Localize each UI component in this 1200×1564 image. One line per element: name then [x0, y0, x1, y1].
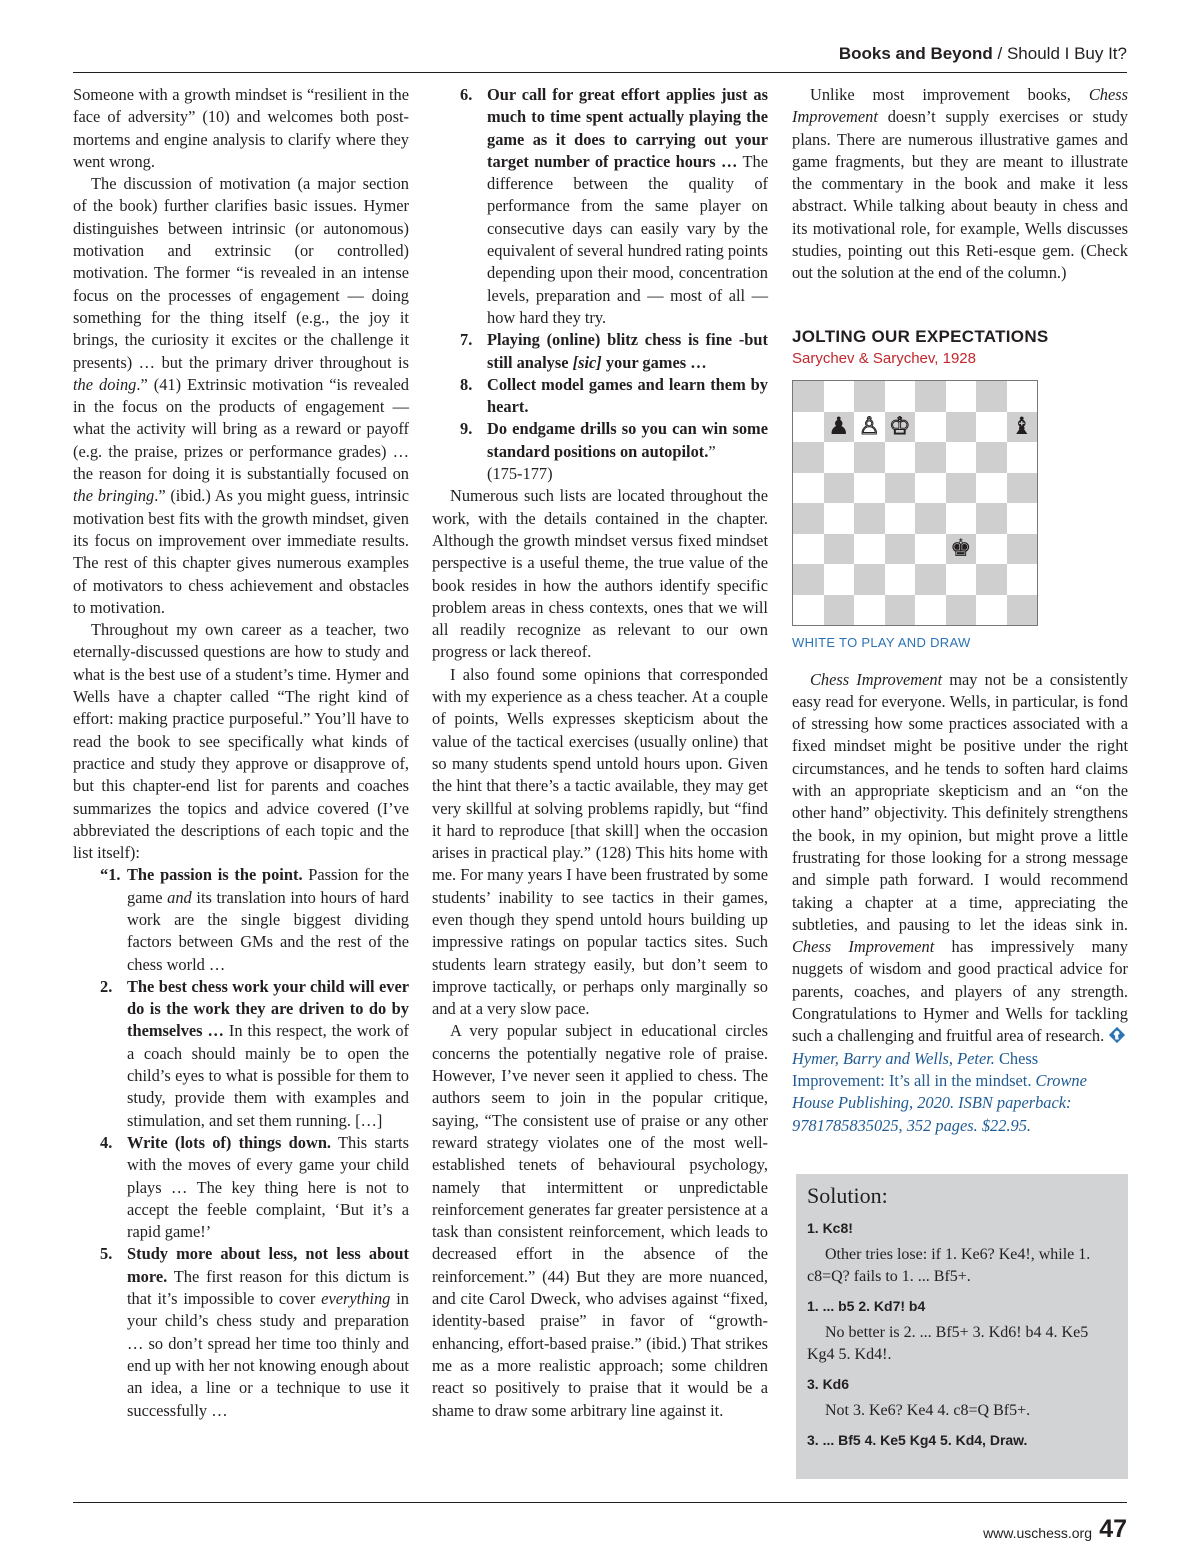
- running-head: [839, 44, 1127, 64]
- board-square-e1: [915, 595, 946, 626]
- board-square-b8: [824, 381, 855, 412]
- page-number: 47: [1099, 1515, 1127, 1543]
- solution-move: 3. ... Bf5 4. Ke5 Kg4 5. Kd4, Draw.: [807, 1432, 1028, 1448]
- top-rule: [73, 72, 1127, 73]
- board-square-g3: [976, 534, 1007, 565]
- running-head-separator: /: [992, 44, 1007, 63]
- board-square-d8: [885, 381, 916, 412]
- board-square-e8: [915, 381, 946, 412]
- chess-board: [792, 380, 1038, 626]
- list-item: 9. Do endgame drills so you can win some standard positions on autopilot.” (175-177): [460, 419, 768, 484]
- board-square-e3: [915, 534, 946, 565]
- board-square-b7: [824, 412, 855, 443]
- board-square-a2: [793, 564, 824, 595]
- bibliography: Hymer, Barry and Wells, Peter. Chess Improvement: It’s all in the mindset. Crowne House Publishing, 2020. ISBN paperback: 9781785835025, 352 pages. $22.95.: [792, 1048, 1087, 1135]
- board-square-h7: [1007, 412, 1038, 443]
- list-item: “1. The passion is the point. Passion for the game and its translation into hours of hard work are the single biggest dividing factors between GMs and the rest of the chess world …: [100, 865, 410, 974]
- board-square-h3: [1007, 534, 1038, 565]
- board-square-h5: [1007, 473, 1038, 504]
- board-square-b5: [824, 473, 855, 504]
- solution-note: Other tries lose: if 1. Ke6? Ke4!, while 1. c8=Q? fails to 1. ... Bf5+.: [807, 1246, 1091, 1285]
- board-square-b3: [824, 534, 855, 565]
- board-square-e7: [915, 412, 946, 443]
- board-square-e6: [915, 442, 946, 473]
- section-name: Books and Beyond: [838, 44, 993, 63]
- board-square-c3: [854, 534, 885, 565]
- board-square-h4: [1007, 503, 1038, 534]
- board-square-e4: [915, 503, 946, 534]
- list-item: 8. Collect model games and learn them by heart.: [460, 374, 768, 417]
- board-square-c4: [854, 503, 885, 534]
- white-pawn-icon: ♙: [858, 414, 880, 441]
- board-square-d3: [885, 534, 916, 565]
- black-bishop-icon: ♝: [1010, 414, 1033, 441]
- board-square-h6: [1007, 442, 1038, 473]
- board-square-d2: [885, 564, 916, 595]
- advice-list-continued: [432, 84, 768, 485]
- board-square-c2: [854, 564, 885, 595]
- board-square-d5: [885, 473, 916, 504]
- board-square-c6: [854, 442, 885, 473]
- board-square-a7: [793, 412, 824, 443]
- board-square-f4: [946, 503, 977, 534]
- board-square-a1: [793, 595, 824, 626]
- solution-note: Not 3. Ke6? Ke4 4. c8=Q Bf5+.: [825, 1402, 1031, 1419]
- board-square-a3: [793, 534, 824, 565]
- column-1: [73, 84, 409, 1422]
- list-item: 2. The best chess work your child will ever do is the work they are driven to do by themselves … In this respect, the work of a coach should mainly be to open the child’s eyes to what is possible for them to study, provide them with examples and stimulation, and set them running. […]: [100, 976, 410, 1130]
- solution-title: Solution:: [807, 1183, 888, 1208]
- paragraph: I also found some opinions that corresponded with my experience as a chess teacher. At a couple of points, Wells expresses skepticism about the value of the tactical exercises (usually online) that so many students spend untold hours upon. Given the hint that there’s a tactic available, they may get very skillful at solving problems rapidly, but “find it hard to reproduce [that skill] when the occasion arises in practical play.” (128) This hits home with me. For many years I have been frustrated by some students’ inability to see tactics in their games, even though they spend untold hours building up impressive ratings on popular tactics sites. Such students learn strategy easily, but don’t seem to improve tactically, or perhaps only marginally so and at a very slow pace.: [432, 664, 768, 1019]
- solution-box: [796, 1174, 1128, 1479]
- board-square-e5: [915, 473, 946, 504]
- paragraph: A very popular subject in educational circles concerns the potentially negative role of praise. However, I’ve never seen it applied to chess. The authors seem to join in the popular critique, saying, “The consistent use of praise or any other reward strategy violates one of the most well-established tenets of behavioural psychology, namely that intermittent or unpredictable reinforcement generates far greater persistence at a task than consistent reinforcement, which leads to decreased effort in the absence of the reinforcement.” (44) But they are more nuanced, and cite Carol Dweck, who advises against “fixed, identity-based praise” in favor of “growth-enhancing, effort-based praise.” (ibid.) That strikes me as a more realistic approach; some children react so positively to praise that it would be a shame to draw some arbitrary line against it.: [432, 1021, 768, 1420]
- board-square-h1: [1007, 595, 1038, 626]
- paragraph: Chess Improvement may not be a consistently easy read for everyone. Wells, in particular, is fond of stressing how some practices associated with a fixed mindset might be positive under the right circumstances, and he tends to soften hard claims with an appropriate skepticism and an “on the other hand” objectivity. This definitely strengthens the book, in my opinion, but might prove a little frustrating for those looking for a strong message and simple path forward. I would recommend taking a chapter at a time, appreciating the subtleties, and pausing to let the ideas sink in. Chess Improvement has impressively many nuggets of wisdom and good practical advice for parents, coaches, and players of any strength. Congratulations to Hymer and Wells for tackling such a challenging and fruitful area of research.: [792, 669, 1129, 1046]
- bottom-rule: [73, 1502, 1127, 1503]
- paragraph: Throughout my own career as a teacher, two eternally-discussed questions are how to study and what is the best use of a student’s time. Hymer and Wells have a chapter called “The right kind of effort: making practice purposeful.” You’ll have to read the book to see specifically what kinds of practice and study they approve or disapprove of, but this chapter-end list for parents and coaches summarizes the topics and advice covered (I’ve abbreviated the descriptions of each topic and the list itself):: [73, 620, 409, 863]
- board-square-g4: [976, 503, 1007, 534]
- black-king-icon: ♚: [949, 536, 972, 563]
- diagram-subtitle: Sarychev & Sarychev, 1928: [792, 349, 976, 367]
- board-square-f3: [946, 534, 977, 565]
- board-square-b6: [824, 442, 855, 473]
- board-square-f6: [946, 442, 977, 473]
- paragraph: Unlike most improvement books, Chess Improvement doesn’t supply exercises or study plans. There are numerous illustrative games and game fragments, but they are meant to illustrate the commentary in the book and make it less abstract. While talking about beauty in chess and its motivational role, for example, Wells discusses studies, pointing out this Reti-esque gem. (Check out the solution at the end of the column.): [792, 85, 1128, 283]
- board-square-a6: [793, 442, 824, 473]
- board-square-g6: [976, 442, 1007, 473]
- footer-url[interactable]: www.uschess.org: [983, 1525, 1092, 1541]
- column-3: [792, 84, 1128, 1137]
- list-item: 5. Study more about less, not less about more. The first reason for this dictum is that it’s impossible to cover everything in your child’s chess study and preparation … so don’t spread her time too thinly and end up with her not knowing enough about an idea, a line or a technique to use it successfully …: [100, 1244, 409, 1420]
- solution-move: 3. Kd6: [807, 1376, 850, 1392]
- board-square-b1: [824, 595, 855, 626]
- board-square-d1: [885, 595, 916, 626]
- board-square-e2: [915, 564, 946, 595]
- board-square-g2: [976, 564, 1007, 595]
- solution-move: 1. ... b5 2. Kd7! b4: [807, 1298, 926, 1314]
- solution-move: 1. Kc8!: [807, 1220, 853, 1236]
- list-item: 7. Playing (online) blitz chess is fine -but still analyse [sic] your games …: [460, 330, 768, 372]
- column-2: [432, 84, 768, 1422]
- board-square-g1: [976, 595, 1007, 626]
- board-square-b2: [824, 564, 855, 595]
- board-square-c7: [854, 412, 885, 443]
- white-king-icon: ♔: [888, 414, 911, 441]
- solution-note: No better is 2. ... Bf5+ 3. Kd6! b4 4. Ke5 Kg4 5. Kd4!.: [807, 1324, 1089, 1363]
- list-item: 4. Write (lots of) things down. This starts with the moves of every game your child plays … The key thing here is not to accept the feeble complaint, ‘But it’s a rapid game!’: [100, 1132, 409, 1242]
- board-square-g8: [976, 381, 1007, 412]
- board-square-h2: [1007, 564, 1038, 595]
- board-square-d4: [885, 503, 916, 534]
- column-name: Should I Buy It?: [1006, 44, 1127, 63]
- diagram-caption: WHITE TO PLAY AND DRAW: [792, 635, 971, 651]
- board-square-f1: [946, 595, 977, 626]
- advice-list: [73, 864, 409, 1421]
- board-square-a8: [793, 381, 824, 412]
- board-square-f5: [946, 473, 977, 504]
- paragraph: Someone with a growth mindset is “resilient in the face of adversity” (10) and welcomes both post-mortems and engine analysis to clarify where they went wrong.: [73, 85, 409, 171]
- board-square-b4: [824, 503, 855, 534]
- board-square-h8: [1007, 381, 1038, 412]
- board-square-c5: [854, 473, 885, 504]
- board-square-f8: [946, 381, 977, 412]
- board-square-g5: [976, 473, 1007, 504]
- board-square-c8: [854, 381, 885, 412]
- board-square-c1: [854, 595, 885, 626]
- board-square-a4: [793, 503, 824, 534]
- knight-endmark-icon: [1108, 1026, 1126, 1044]
- board-square-d6: [885, 442, 916, 473]
- board-square-d7: [885, 412, 916, 443]
- paragraph: Numerous such lists are located throughout the work, with the details contained in the chapter. Although the growth mindset versus fixed mindset perspective is a useful theme, the true value of the book resides in how the authors identify specific problem areas in chess contexts, ones that we will all readily recognize as relevant to our own progress or lack thereof.: [432, 486, 768, 662]
- paragraph: The discussion of motivation (a major section of the book) further clarifies basic issues. Hymer distinguishes between intrinsic (or autonomous) motivation and extrinsic (or controlled) motivation. The former “is revealed in an intense focus on the processes of engagement — doing something for the thing itself (e.g., the joy it brings, the curiosity it excites or the challenge it presents) … but the primary driver throughout is the doing.” (41) Extrinsic motivation “is revealed in the focus on the products of engagement — what the activity will bring as a reward or payoff (e.g. the praise, prizes or performance grades) … the reason for doing it is substantially focused on the bringing.” (ibid.) As you might guess, intrinsic motivation best fits with the growth mindset, given its focus on improvement over immediate results. The rest of this chapter gives numerous examples of motivators to chess achievement and obstacles to motivation.: [73, 174, 409, 617]
- board-square-g7: [976, 412, 1007, 443]
- board-square-a5: [793, 473, 824, 504]
- diagram-title: JOLTING OUR EXPECTATIONS: [792, 326, 1049, 346]
- board-square-f7: [946, 412, 977, 443]
- list-item: 6. Our call for great effort applies just as much to time spent actually playing the game as it does to carrying out your target number of practice hours … The difference between the quality of performance from the same player on consecutive days can easily vary by the equivalent of several hundred rating points depending upon their mood, concentration levels, preparation and — most of all — how hard they try.: [460, 85, 768, 327]
- black-pawn-icon: ♟: [827, 414, 850, 441]
- board-square-f2: [946, 564, 977, 595]
